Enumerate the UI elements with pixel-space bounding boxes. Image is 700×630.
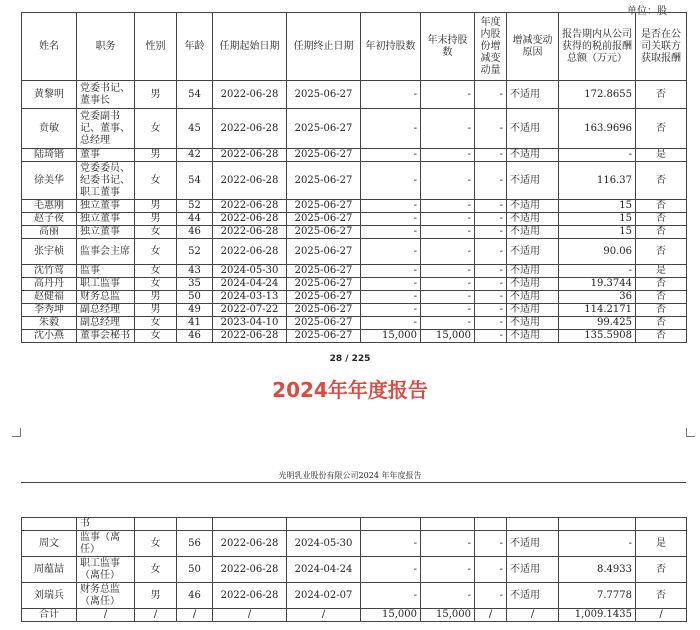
cell-start-date: 2024-05-30 xyxy=(213,265,287,278)
table-row xyxy=(22,81,687,109)
cell-start-date: 2022-06-28 xyxy=(213,531,287,557)
cell-end-date: 2025-06-27 xyxy=(287,265,361,278)
cell-compensation: 15 xyxy=(559,213,636,226)
cell-related-party-pay: 是 xyxy=(636,149,687,162)
cell-end-date: 2025-06-27 xyxy=(287,109,361,149)
header-cell: 性别 xyxy=(135,13,177,81)
cell-closing-shares: - xyxy=(421,278,475,291)
cell-gender: 女 xyxy=(135,557,177,583)
cell-gender: 男 xyxy=(135,304,177,317)
cell-age: 50 xyxy=(177,557,213,583)
cell-gender: 男 xyxy=(135,81,177,109)
cell-end-date: 2025-06-27 xyxy=(287,278,361,291)
cell-start-date: 2022-06-28 xyxy=(213,226,287,239)
cell-end-date: 2025-06-27 xyxy=(287,239,361,265)
cell-name: 陆琦锴 xyxy=(22,149,77,162)
cell-gender: 女 xyxy=(135,239,177,265)
cell-name: 赵健福 xyxy=(22,291,77,304)
carry-over-row xyxy=(22,518,687,531)
cell-closing-shares: - xyxy=(421,109,475,149)
header-cell: 年初持股数 xyxy=(361,13,421,81)
cell-compensation: 19.3744 xyxy=(559,278,636,291)
cell-name: 沈竹莺 xyxy=(22,265,77,278)
cell-share-change: - xyxy=(475,531,507,557)
cell-start-date: 2023-04-10 xyxy=(213,317,287,330)
cell-name: 周蕴喆 xyxy=(22,557,77,583)
table-row xyxy=(22,583,687,609)
cell-change-reason: 不适用 xyxy=(507,265,559,278)
table-row xyxy=(22,557,687,583)
header-cell: 任期终止日期 xyxy=(287,13,361,81)
table-header-row xyxy=(22,13,687,81)
total-row xyxy=(22,609,687,622)
cell-compensation: 135.5908 xyxy=(559,330,636,343)
cell-position: 党委书记、董事长 xyxy=(77,81,135,109)
cell-end-date: 2024-04-24 xyxy=(287,557,361,583)
cell-change-reason: 不适用 xyxy=(507,239,559,265)
total-cell: / xyxy=(507,609,559,622)
cell-related-party-pay: 否 xyxy=(636,557,687,583)
cell-related-party-pay: 否 xyxy=(636,226,687,239)
cell-compensation: 36 xyxy=(559,291,636,304)
executive-table-page1 xyxy=(21,12,687,343)
cell-name: 沈小燕 xyxy=(22,330,77,343)
cell-related-party-pay: 否 xyxy=(636,162,687,200)
header-divider xyxy=(21,482,686,483)
table-row xyxy=(22,109,687,149)
cell-start-date: 2022-06-28 xyxy=(213,557,287,583)
cell-position: 监事会主席 xyxy=(77,239,135,265)
cell-closing-shares: - xyxy=(421,226,475,239)
cell-end-date: 2025-06-27 xyxy=(287,291,361,304)
table-row xyxy=(22,278,687,291)
cell-opening-shares: - xyxy=(361,109,421,149)
page-header: 光明乳业股份有限公司2024 年年度报告 xyxy=(278,471,422,480)
cell-gender: 女 xyxy=(135,330,177,343)
cell-name: 高丹丹 xyxy=(22,278,77,291)
cell-related-party-pay: 是 xyxy=(636,531,687,557)
header-cell: 年末持股数 xyxy=(421,13,475,81)
table-row xyxy=(22,162,687,200)
total-cell: 1,009.1435 xyxy=(559,609,636,622)
cell-end-date: 2025-06-27 xyxy=(287,317,361,330)
cell-opening-shares: - xyxy=(361,278,421,291)
cell-opening-shares: - xyxy=(361,239,421,265)
cell-age: 52 xyxy=(177,239,213,265)
cell-start-date: 2022-06-28 xyxy=(213,583,287,609)
cell-related-party-pay: 否 xyxy=(636,239,687,265)
table-row xyxy=(22,330,687,343)
cell-gender: 女 xyxy=(135,226,177,239)
cell-change-reason: 不适用 xyxy=(507,226,559,239)
cell-age: 42 xyxy=(177,149,213,162)
total-cell: / xyxy=(77,609,135,622)
cell-start-date: 2022-06-28 xyxy=(213,213,287,226)
cell-share-change: - xyxy=(475,109,507,149)
cell-position: 独立董事 xyxy=(77,226,135,239)
cell-compensation: 99.425 xyxy=(559,317,636,330)
cell-closing-shares: - xyxy=(421,149,475,162)
cell-age: 35 xyxy=(177,278,213,291)
cell-position: 董事 xyxy=(77,149,135,162)
cell-compensation: 8.4933 xyxy=(559,557,636,583)
cell-gender: 女 xyxy=(135,162,177,200)
cell-opening-shares: - xyxy=(361,226,421,239)
cell-end-date: 2025-06-27 xyxy=(287,81,361,109)
cell-age: 52 xyxy=(177,200,213,213)
total-cell: / xyxy=(475,609,507,622)
crop-mark-left xyxy=(12,428,21,437)
cell-share-change: - xyxy=(475,317,507,330)
cell-age: 54 xyxy=(177,162,213,200)
cell-end-date: 2025-06-27 xyxy=(287,162,361,200)
cell-position: 独立董事 xyxy=(77,213,135,226)
cell-age: 44 xyxy=(177,213,213,226)
cell-share-change: - xyxy=(475,149,507,162)
cell-age: 50 xyxy=(177,291,213,304)
cell-compensation: 172.8655 xyxy=(559,81,636,109)
cell-name: 刘瑞兵 xyxy=(22,583,77,609)
cell-related-party-pay: 否 xyxy=(636,583,687,609)
cell-change-reason: 不适用 xyxy=(507,149,559,162)
cell-related-party-pay: 否 xyxy=(636,278,687,291)
total-cell: / xyxy=(135,609,177,622)
cell-change-reason: 不适用 xyxy=(507,213,559,226)
cell-change-reason: 不适用 xyxy=(507,317,559,330)
cell-change-reason: 不适用 xyxy=(507,81,559,109)
cell-change-reason: 不适用 xyxy=(507,583,559,609)
page-number: 28 / 225 xyxy=(329,354,371,364)
cell-change-reason: 不适用 xyxy=(507,291,559,304)
cell-age: 45 xyxy=(177,109,213,149)
cell-end-date: 2025-06-27 xyxy=(287,304,361,317)
cell-name: 高丽 xyxy=(22,226,77,239)
cell-end-date: 2025-06-27 xyxy=(287,200,361,213)
cell-compensation: 7.7778 xyxy=(559,583,636,609)
cell-gender: 女 xyxy=(135,265,177,278)
cell-name: 周文 xyxy=(22,531,77,557)
cell-share-change: - xyxy=(475,162,507,200)
cell-position: 职工监事（离任） xyxy=(77,557,135,583)
header-cell: 报告期内从公司获得的税前报酬总额（万元） xyxy=(559,13,636,81)
cell-change-reason: 不适用 xyxy=(507,330,559,343)
cell-compensation: 15 xyxy=(559,200,636,213)
cell-position: 副总经理 xyxy=(77,304,135,317)
cell-position: 财务总监 xyxy=(77,291,135,304)
total-cell: / xyxy=(213,609,287,622)
cell-opening-shares: - xyxy=(361,149,421,162)
cell-closing-shares: - xyxy=(421,200,475,213)
cell-position: 党委委员、纪委书记、职工董事 xyxy=(77,162,135,200)
cell-compensation: 90.06 xyxy=(559,239,636,265)
cell-age: 46 xyxy=(177,226,213,239)
cell-end-date: 2025-06-27 xyxy=(287,226,361,239)
cell-position: 监事 xyxy=(77,265,135,278)
cell-start-date: 2022-06-28 xyxy=(213,162,287,200)
cell-change-reason: 不适用 xyxy=(507,109,559,149)
cell-compensation: 15 xyxy=(559,226,636,239)
cell-start-date: 2024-04-24 xyxy=(213,278,287,291)
cell-age: 46 xyxy=(177,330,213,343)
header-cell: 是否在公司关联方获取报酬 xyxy=(636,13,687,81)
cell-related-party-pay: 否 xyxy=(636,304,687,317)
cell-position: 副总经理 xyxy=(77,317,135,330)
cell-opening-shares: - xyxy=(361,583,421,609)
header-cell: 增减变动原因 xyxy=(507,13,559,81)
cell-age: 43 xyxy=(177,265,213,278)
cell-gender: 女 xyxy=(135,531,177,557)
cell-change-reason: 不适用 xyxy=(507,162,559,200)
cell-end-date: 2025-06-27 xyxy=(287,149,361,162)
cell-closing-shares: 15,000 xyxy=(421,330,475,343)
table-row xyxy=(22,531,687,557)
cell-opening-shares: 15,000 xyxy=(361,330,421,343)
cell-compensation: - xyxy=(559,265,636,278)
cell-closing-shares: - xyxy=(421,557,475,583)
cell-opening-shares: - xyxy=(361,531,421,557)
cell-opening-shares: - xyxy=(361,213,421,226)
table-row xyxy=(22,200,687,213)
cell-share-change: - xyxy=(475,226,507,239)
cell-position: 财务总监（离任） xyxy=(77,583,135,609)
table-row xyxy=(22,317,687,330)
cell-start-date: 2024-03-13 xyxy=(213,291,287,304)
cell-change-reason: 不适用 xyxy=(507,531,559,557)
cell-compensation: 114.2171 xyxy=(559,304,636,317)
cell-name: 赵子夜 xyxy=(22,213,77,226)
cell-gender: 男 xyxy=(135,213,177,226)
table-row xyxy=(22,265,687,278)
header-cell: 职务 xyxy=(77,13,135,81)
cell-end-date: 2025-06-27 xyxy=(287,330,361,343)
cell-name: 张宇桢 xyxy=(22,239,77,265)
cell-opening-shares: - xyxy=(361,317,421,330)
report-banner: 2024年年度报告 xyxy=(272,378,428,402)
cell-opening-shares: - xyxy=(361,265,421,278)
cell-name: 徐美华 xyxy=(22,162,77,200)
cell-age: 46 xyxy=(177,583,213,609)
cell-compensation: - xyxy=(559,531,636,557)
cell-related-party-pay: 是 xyxy=(636,265,687,278)
table-row xyxy=(22,239,687,265)
cell-start-date: 2022-06-28 xyxy=(213,239,287,265)
cell-start-date: 2022-06-28 xyxy=(213,81,287,109)
cell-closing-shares: - xyxy=(421,304,475,317)
table-row xyxy=(22,226,687,239)
table-row xyxy=(22,304,687,317)
cell-position: 党委副书记、董事、总经理 xyxy=(77,109,135,149)
cell-compensation: 116.37 xyxy=(559,162,636,200)
cell-share-change: - xyxy=(475,330,507,343)
cell-related-party-pay: 否 xyxy=(636,81,687,109)
cell-opening-shares: - xyxy=(361,304,421,317)
cell-name: 黄黎明 xyxy=(22,81,77,109)
cell-opening-shares: - xyxy=(361,81,421,109)
cell-closing-shares: - xyxy=(421,317,475,330)
cell-name: 毛惠刚 xyxy=(22,200,77,213)
cell-opening-shares: - xyxy=(361,200,421,213)
cell-closing-shares: - xyxy=(421,162,475,200)
total-cell: 15,000 xyxy=(361,609,421,622)
executive-table-page2 xyxy=(21,517,687,622)
cell-share-change: - xyxy=(475,557,507,583)
cell-start-date: 2022-06-28 xyxy=(213,330,287,343)
cell-share-change: - xyxy=(475,265,507,278)
cell-share-change: - xyxy=(475,81,507,109)
header-cell: 任期起始日期 xyxy=(213,13,287,81)
cell-compensation: - xyxy=(559,149,636,162)
total-cell: / xyxy=(636,609,687,622)
cell-gender: 女 xyxy=(135,109,177,149)
table-row xyxy=(22,291,687,304)
cell-start-date: 2022-06-28 xyxy=(213,200,287,213)
cell-related-party-pay: 否 xyxy=(636,291,687,304)
cell-gender: 女 xyxy=(135,317,177,330)
cell-position: 董事会秘书 xyxy=(77,330,135,343)
cell-position: 职工监事 xyxy=(77,278,135,291)
cell-closing-shares: - xyxy=(421,291,475,304)
cell-gender: 女 xyxy=(135,278,177,291)
cell-share-change: - xyxy=(475,583,507,609)
cell-related-party-pay: 否 xyxy=(636,317,687,330)
cell-start-date: 2022-06-28 xyxy=(213,149,287,162)
cell-share-change: - xyxy=(475,200,507,213)
cell-share-change: - xyxy=(475,239,507,265)
cell-start-date: 2022-07-22 xyxy=(213,304,287,317)
header-cell: 年龄 xyxy=(177,13,213,81)
cell-position: 监事（离任） xyxy=(77,531,135,557)
total-label: 合计 xyxy=(22,609,77,622)
cell-related-party-pay: 否 xyxy=(636,200,687,213)
header-cell: 年度内股份增减变动量 xyxy=(475,13,507,81)
cell-related-party-pay: 否 xyxy=(636,213,687,226)
cell-gender: 男 xyxy=(135,149,177,162)
cell-change-reason: 不适用 xyxy=(507,200,559,213)
cell-name: 贲敏 xyxy=(22,109,77,149)
header-cell: 姓名 xyxy=(22,13,77,81)
total-cell: 15,000 xyxy=(421,609,475,622)
cell-change-reason: 不适用 xyxy=(507,557,559,583)
total-cell: / xyxy=(177,609,213,622)
cell-related-party-pay: 否 xyxy=(636,109,687,149)
cell-age: 49 xyxy=(177,304,213,317)
cell-share-change: - xyxy=(475,291,507,304)
cell-position: 独立董事 xyxy=(77,200,135,213)
crop-mark-right xyxy=(686,428,695,437)
cell-closing-shares: - xyxy=(421,583,475,609)
cell-end-date: 2025-06-27 xyxy=(287,213,361,226)
total-cell: / xyxy=(287,609,361,622)
cell-closing-shares: - xyxy=(421,81,475,109)
cell-opening-shares: - xyxy=(361,557,421,583)
table-row xyxy=(22,149,687,162)
cell-start-date: 2022-06-28 xyxy=(213,109,287,149)
cell-closing-shares: - xyxy=(421,213,475,226)
cell-closing-shares: - xyxy=(421,531,475,557)
cell-compensation: 163.9696 xyxy=(559,109,636,149)
cell-change-reason: 不适用 xyxy=(507,278,559,291)
cell-gender: 男 xyxy=(135,583,177,609)
cell-name: 朱毅 xyxy=(22,317,77,330)
cell-end-date: 2024-02-07 xyxy=(287,583,361,609)
cell-closing-shares: - xyxy=(421,265,475,278)
cell-share-change: - xyxy=(475,278,507,291)
cell-closing-shares: - xyxy=(421,239,475,265)
cell-gender: 男 xyxy=(135,200,177,213)
cell-share-change: - xyxy=(475,213,507,226)
cell-share-change: - xyxy=(475,304,507,317)
cell-age: 41 xyxy=(177,317,213,330)
cell-gender: 男 xyxy=(135,291,177,304)
carry-over-text: 书 xyxy=(77,518,135,531)
cell-opening-shares: - xyxy=(361,291,421,304)
cell-change-reason: 不适用 xyxy=(507,304,559,317)
cell-opening-shares: - xyxy=(361,162,421,200)
unit-label: 单位：股 xyxy=(627,6,667,17)
cell-age: 56 xyxy=(177,531,213,557)
table-row xyxy=(22,213,687,226)
cell-age: 54 xyxy=(177,81,213,109)
cell-name: 李秀坤 xyxy=(22,304,77,317)
cell-end-date: 2024-05-30 xyxy=(287,531,361,557)
cell-related-party-pay: 否 xyxy=(636,330,687,343)
